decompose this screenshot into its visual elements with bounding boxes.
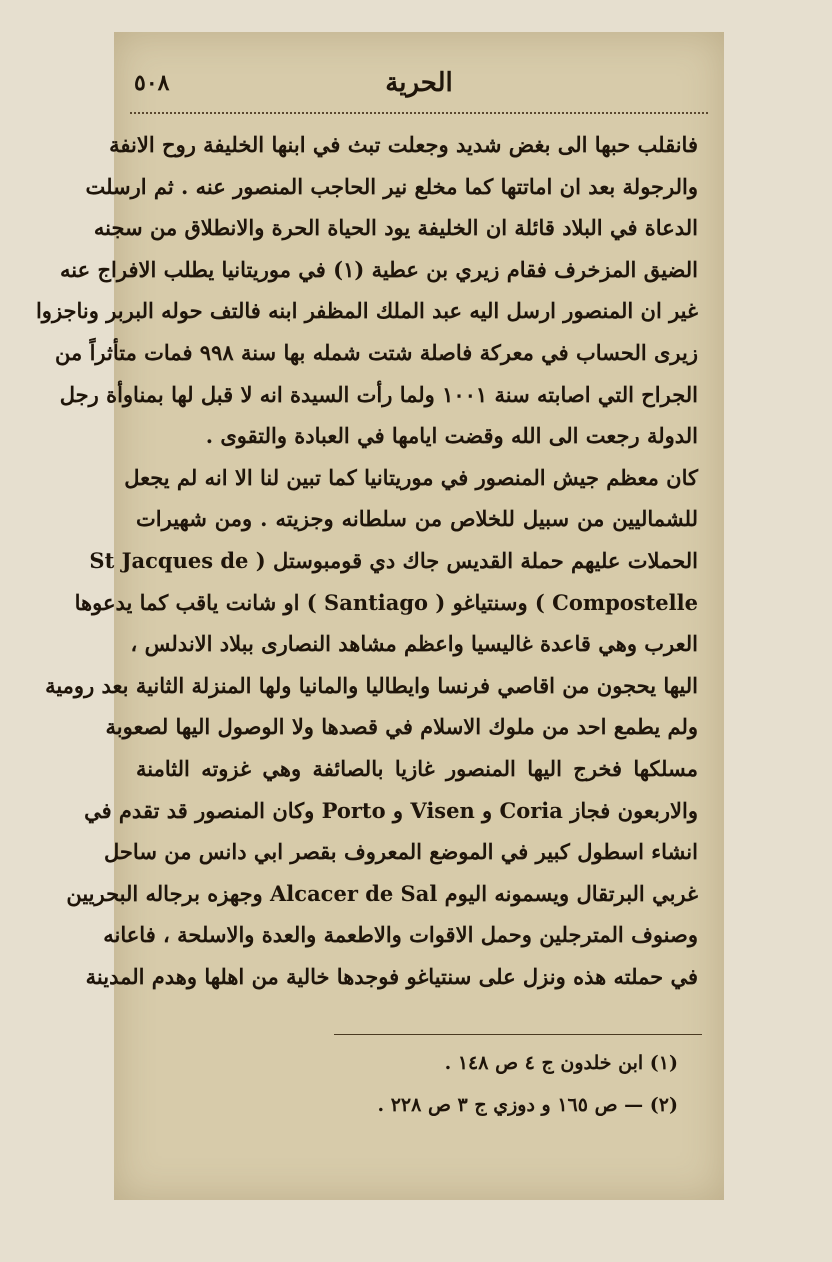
text-line: في حملته هذه ونزل على سنتياغو فوجدها خالية من اهلها وهدم المدينة	[85, 963, 698, 989]
footnotes	[174, 1042, 678, 1126]
text-line: غير ان المنصور ارسل اليه عبد الملك المظفر ابنه فالتف حوله البربر وناجزوا	[35, 298, 698, 324]
text-line: العرب وهي قاعدة غاليسيا واعظم مشاهد النصارى ببلاد الاندلس ،	[130, 631, 698, 657]
text-line: ولم يطمع احد من ملوك الاسلام في قصدها ولا الوصول اليها لصعوبة	[105, 714, 698, 740]
text-line: الضيق المزخرف فقام زيري بن عطية (١) في موريتانيا يطلب الافراج عنه	[60, 256, 698, 282]
text-line: مسلكها فخرج اليها المنصور غازيا بالصائفة وهي غزوته الثامنة	[136, 755, 698, 781]
text-line: الحملات عليهم حملة القديس جاك دي قومبوستل ( St Jacques de	[89, 547, 698, 573]
text-line: زيرى الحساب في معركة فاصلة شتت شمله بها سنة ٩٩٨ فمات متأثراً من	[55, 339, 698, 365]
text-line: والاربعون فجاز Coria و Visen و Porto وكان المنصور قد تقدم في	[84, 797, 698, 823]
header-divider	[130, 112, 708, 114]
text-line: والرجولة بعد ان اماتتها كما مخلع نير الحاجب المنصور عنه . ثم ارسلت	[85, 173, 698, 199]
text-line: فانقلب حبها الى بغض شديد وجعلت تبث في ابنها الخليفة روح الانفة	[109, 132, 698, 157]
page-header	[134, 68, 704, 108]
text-line: غربي البرتقال ويسمونه اليوم Alcacer de Sal وجهزه برجاله البحريين	[66, 880, 698, 906]
book-page	[35, 32, 724, 1200]
body-text	[35, 124, 698, 997]
text-line: الدولة رجعت الى الله وقضت ايامها في العبادة والتقوى .	[205, 423, 698, 449]
text-line: الجراح التي اصابته سنة ١٠٠١ ولما رأت السيدة انه لا قبل لها بمناوأة رجل	[59, 381, 698, 407]
text-line: Compostelle ) وسنتياغو ( Santiago ) او شانت ياقب كما يدعوها	[74, 589, 698, 615]
text-line: اليها يحجون من اقاصي فرنسا وايطاليا والمانيا ولها المنزلة الثانية بعد رومية	[45, 672, 698, 698]
text-line: للشماليين من سبيل للخلاص من سلطانه وجزيته . ومن شهيرات	[136, 506, 698, 532]
text-line: وصنوف المترجلين وحمل الاقوات والاطعمة والعدة والاسلحة ، فاعانه	[103, 922, 698, 948]
text-line: الدعاة في البلاد قائلة ان الخليفة يود الحياة الحرة والانطلاق من سجنه	[93, 215, 698, 241]
text-line: انشاء اسطول كبير في الموضع المعروف بقصر ابي دانس من ساحل	[104, 839, 698, 865]
footnote-divider	[334, 1034, 702, 1035]
running-title: الحرية	[385, 68, 453, 98]
footnote: (٢) — ص ١٦٥ و دوزي ج ٣ ص ٢٢٨ .	[377, 1094, 678, 1116]
footnote: (١) ابن خلدون ج ٤ ص ١٤٨ .	[444, 1052, 678, 1074]
page-number: ٥٠٨	[134, 70, 170, 96]
text-line: كان معظم جيش المنصور في موريتانيا كما تبين لنا الا انه لم يجعل	[124, 464, 698, 490]
